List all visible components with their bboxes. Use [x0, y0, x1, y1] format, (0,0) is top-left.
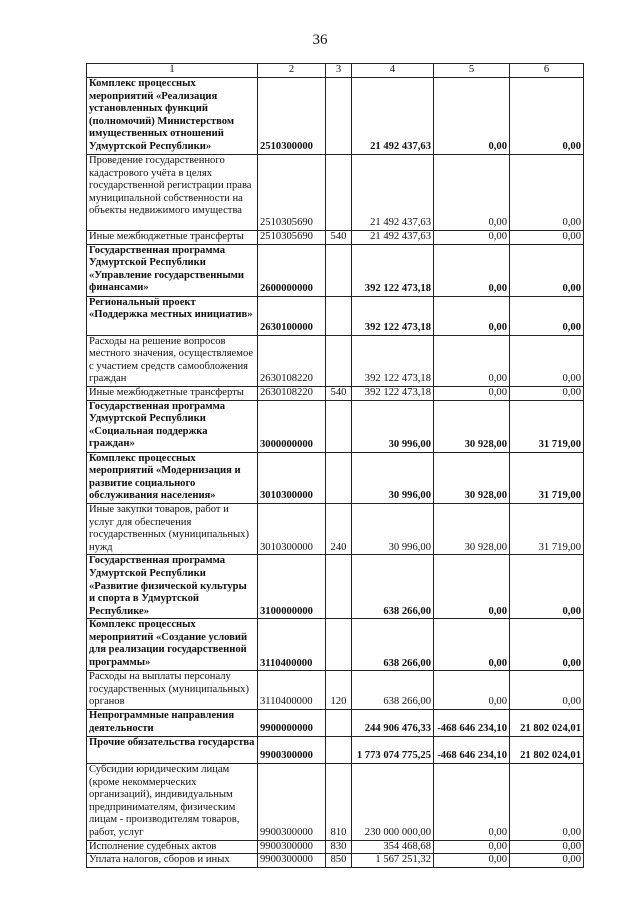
- table-row: [87, 555, 584, 619]
- amount-col4-cell: 30 996,00: [352, 400, 434, 452]
- amount-col5-cell: 30 928,00: [434, 503, 510, 554]
- amount-col6-cell: 0,00: [510, 619, 584, 671]
- amount-col5-cell: 30 928,00: [434, 452, 510, 503]
- amount-col6-cell: 0,00: [510, 78, 584, 155]
- amount-col6-cell: 21 802 024,01: [510, 737, 584, 764]
- amount-col5-cell: 0,00: [434, 78, 510, 155]
- amount-col4-cell: 1 567 251,32: [352, 854, 434, 868]
- column-header: 2: [258, 64, 326, 78]
- expense-type-cell: [326, 244, 352, 296]
- amount-col6-cell: 0,00: [510, 155, 584, 231]
- expense-type-cell: 830: [326, 840, 352, 854]
- amount-col4-cell: 392 122 473,18: [352, 386, 434, 400]
- expense-type-cell: 240: [326, 503, 352, 554]
- target-code-cell: 2510305690: [258, 155, 326, 231]
- expense-type-cell: [326, 555, 352, 619]
- amount-col5-cell: 0,00: [434, 671, 510, 710]
- table-row: [87, 335, 584, 386]
- amount-col4-cell: 30 996,00: [352, 503, 434, 554]
- table-row: [87, 619, 584, 671]
- amount-col4-cell: 392 122 473,18: [352, 296, 434, 335]
- amount-col4-cell: 638 266,00: [352, 671, 434, 710]
- target-code-cell: 2510300000: [258, 78, 326, 155]
- row-name-cell: Расходы на выплаты персоналу государственных (муниципальных) органов: [87, 671, 258, 710]
- expense-type-cell: [326, 296, 352, 335]
- row-name-cell: Уплата налогов, сборов и иных: [87, 854, 258, 868]
- row-name-cell: Государственная программа Удмуртской Республики «Управление государственными финансами»: [87, 244, 258, 296]
- target-code-cell: 3100000000: [258, 555, 326, 619]
- table-row: [87, 503, 584, 554]
- target-code-cell: 2630108220: [258, 335, 326, 386]
- row-name-cell: Расходы на решение вопросов местного значения, осуществляемое с участием средств самообложения граждан: [87, 335, 258, 386]
- target-code-cell: 9900300000: [258, 840, 326, 854]
- expense-type-cell: 540: [326, 231, 352, 245]
- amount-col6-cell: 0,00: [510, 854, 584, 868]
- target-code-cell: 2510305690: [258, 231, 326, 245]
- row-name-cell: Иные межбюджетные трансферты: [87, 231, 258, 245]
- amount-col4-cell: 1 773 074 775,25: [352, 737, 434, 764]
- table-row: [87, 231, 584, 245]
- amount-col6-cell: 31 719,00: [510, 452, 584, 503]
- target-code-cell: 3000000000: [258, 400, 326, 452]
- amount-col5-cell: 0,00: [434, 244, 510, 296]
- target-code-cell: 3110400000: [258, 619, 326, 671]
- table-row: [87, 710, 584, 737]
- amount-col4-cell: 30 996,00: [352, 452, 434, 503]
- amount-col6-cell: 0,00: [510, 296, 584, 335]
- table-row: [87, 244, 584, 296]
- amount-col6-cell: 31 719,00: [510, 400, 584, 452]
- table-row: [87, 155, 584, 231]
- amount-col6-cell: 0,00: [510, 671, 584, 710]
- expense-type-cell: [326, 452, 352, 503]
- amount-col4-cell: 638 266,00: [352, 555, 434, 619]
- table-row: [87, 840, 584, 854]
- table-row: [87, 386, 584, 400]
- expense-type-cell: [326, 737, 352, 764]
- amount-col4-cell: 230 000 000,00: [352, 764, 434, 841]
- amount-col5-cell: 30 928,00: [434, 400, 510, 452]
- amount-col6-cell: 0,00: [510, 555, 584, 619]
- table-row: [87, 296, 584, 335]
- amount-col6-cell: 0,00: [510, 244, 584, 296]
- amount-col5-cell: 0,00: [434, 155, 510, 231]
- column-header: 3: [326, 64, 352, 78]
- target-code-cell: 9900300000: [258, 737, 326, 764]
- column-header: 4: [352, 64, 434, 78]
- target-code-cell: 2630100000: [258, 296, 326, 335]
- amount-col6-cell: 0,00: [510, 386, 584, 400]
- column-header: 1: [87, 64, 258, 78]
- table-row: [87, 400, 584, 452]
- row-name-cell: Иные закупки товаров, работ и услуг для обеспечения государственных (муниципальных) нужд: [87, 503, 258, 554]
- row-name-cell: Непрограммные направления деятельности: [87, 710, 258, 737]
- amount-col6-cell: 0,00: [510, 335, 584, 386]
- target-code-cell: 2630108220: [258, 386, 326, 400]
- amount-col5-cell: 0,00: [434, 386, 510, 400]
- amount-col5-cell: 0,00: [434, 231, 510, 245]
- target-code-cell: 3010300000: [258, 503, 326, 554]
- amount-col4-cell: 638 266,00: [352, 619, 434, 671]
- amount-col4-cell: 392 122 473,18: [352, 244, 434, 296]
- amount-col6-cell: 31 719,00: [510, 503, 584, 554]
- expense-type-cell: 810: [326, 764, 352, 841]
- target-code-cell: 3010300000: [258, 452, 326, 503]
- expense-type-cell: [326, 155, 352, 231]
- row-name-cell: Комплекс процессных мероприятий «Реализация установленных функций (полномочий) Министерством имущественных отношений Удмуртской Республики»: [87, 78, 258, 155]
- expense-type-cell: [326, 335, 352, 386]
- amount-col5-cell: 0,00: [434, 555, 510, 619]
- column-header: 6: [510, 64, 584, 78]
- row-name-cell: Прочие обязательства государства: [87, 737, 258, 764]
- row-name-cell: Проведение государственного кадастрового учёта в целях государственной регистрации права муниципальной собственности на объекты недвижимого имущества: [87, 155, 258, 231]
- column-number-row: [87, 64, 584, 78]
- amount-col5-cell: 0,00: [434, 335, 510, 386]
- amount-col5-cell: 0,00: [434, 840, 510, 854]
- amount-col6-cell: 21 802 024,01: [510, 710, 584, 737]
- amount-col4-cell: 354 468,68: [352, 840, 434, 854]
- budget-table: [86, 63, 584, 868]
- row-name-cell: Региональный проект «Поддержка местных инициатив»: [87, 296, 258, 335]
- row-name-cell: Комплекс процессных мероприятий «Модернизация и развитие социального обслуживания населения»: [87, 452, 258, 503]
- amount-col5-cell: -468 646 234,10: [434, 710, 510, 737]
- amount-col6-cell: 0,00: [510, 764, 584, 841]
- page-number: 36: [312, 32, 328, 48]
- expense-type-cell: 850: [326, 854, 352, 868]
- amount-col4-cell: 244 906 476,33: [352, 710, 434, 737]
- row-name-cell: Исполнение судебных актов: [87, 840, 258, 854]
- row-name-cell: Иные межбюджетные трансферты: [87, 386, 258, 400]
- expense-type-cell: 120: [326, 671, 352, 710]
- amount-col5-cell: 0,00: [434, 854, 510, 868]
- amount-col4-cell: 21 492 437,63: [352, 155, 434, 231]
- row-name-cell: Государственная программа Удмуртской Республики «Социальная поддержка граждан»: [87, 400, 258, 452]
- table-row: [87, 671, 584, 710]
- target-code-cell: 9900300000: [258, 854, 326, 868]
- table-row: [87, 854, 584, 868]
- target-code-cell: 9900000000: [258, 710, 326, 737]
- target-code-cell: 3110400000: [258, 671, 326, 710]
- amount-col5-cell: 0,00: [434, 764, 510, 841]
- amount-col6-cell: 0,00: [510, 840, 584, 854]
- row-name-cell: Комплекс процессных мероприятий «Создание условий для реализации государственной программы»: [87, 619, 258, 671]
- table-row: [87, 452, 584, 503]
- amount-col5-cell: -468 646 234,10: [434, 737, 510, 764]
- target-code-cell: 9900300000: [258, 764, 326, 841]
- expense-type-cell: [326, 78, 352, 155]
- row-name-cell: Субсидии юридическим лицам (кроме некоммерческих организаций), индивидуальным предпринимателям, физическим лицам - производителям товаров, работ, услуг: [87, 764, 258, 841]
- amount-col4-cell: 392 122 473,18: [352, 335, 434, 386]
- amount-col6-cell: 0,00: [510, 231, 584, 245]
- amount-col4-cell: 21 492 437,63: [352, 231, 434, 245]
- table-row: [87, 737, 584, 764]
- expense-type-cell: 540: [326, 386, 352, 400]
- column-header: 5: [434, 64, 510, 78]
- amount-col4-cell: 21 492 437,63: [352, 78, 434, 155]
- expense-type-cell: [326, 710, 352, 737]
- expense-type-cell: [326, 400, 352, 452]
- row-name-cell: Государственная программа Удмуртской Республики «Развитие физической культуры и спорта в Удмуртской Республике»: [87, 555, 258, 619]
- target-code-cell: 2600000000: [258, 244, 326, 296]
- amount-col5-cell: 0,00: [434, 296, 510, 335]
- table-row: [87, 764, 584, 841]
- expense-type-cell: [326, 619, 352, 671]
- table-row: [87, 78, 584, 155]
- amount-col5-cell: 0,00: [434, 619, 510, 671]
